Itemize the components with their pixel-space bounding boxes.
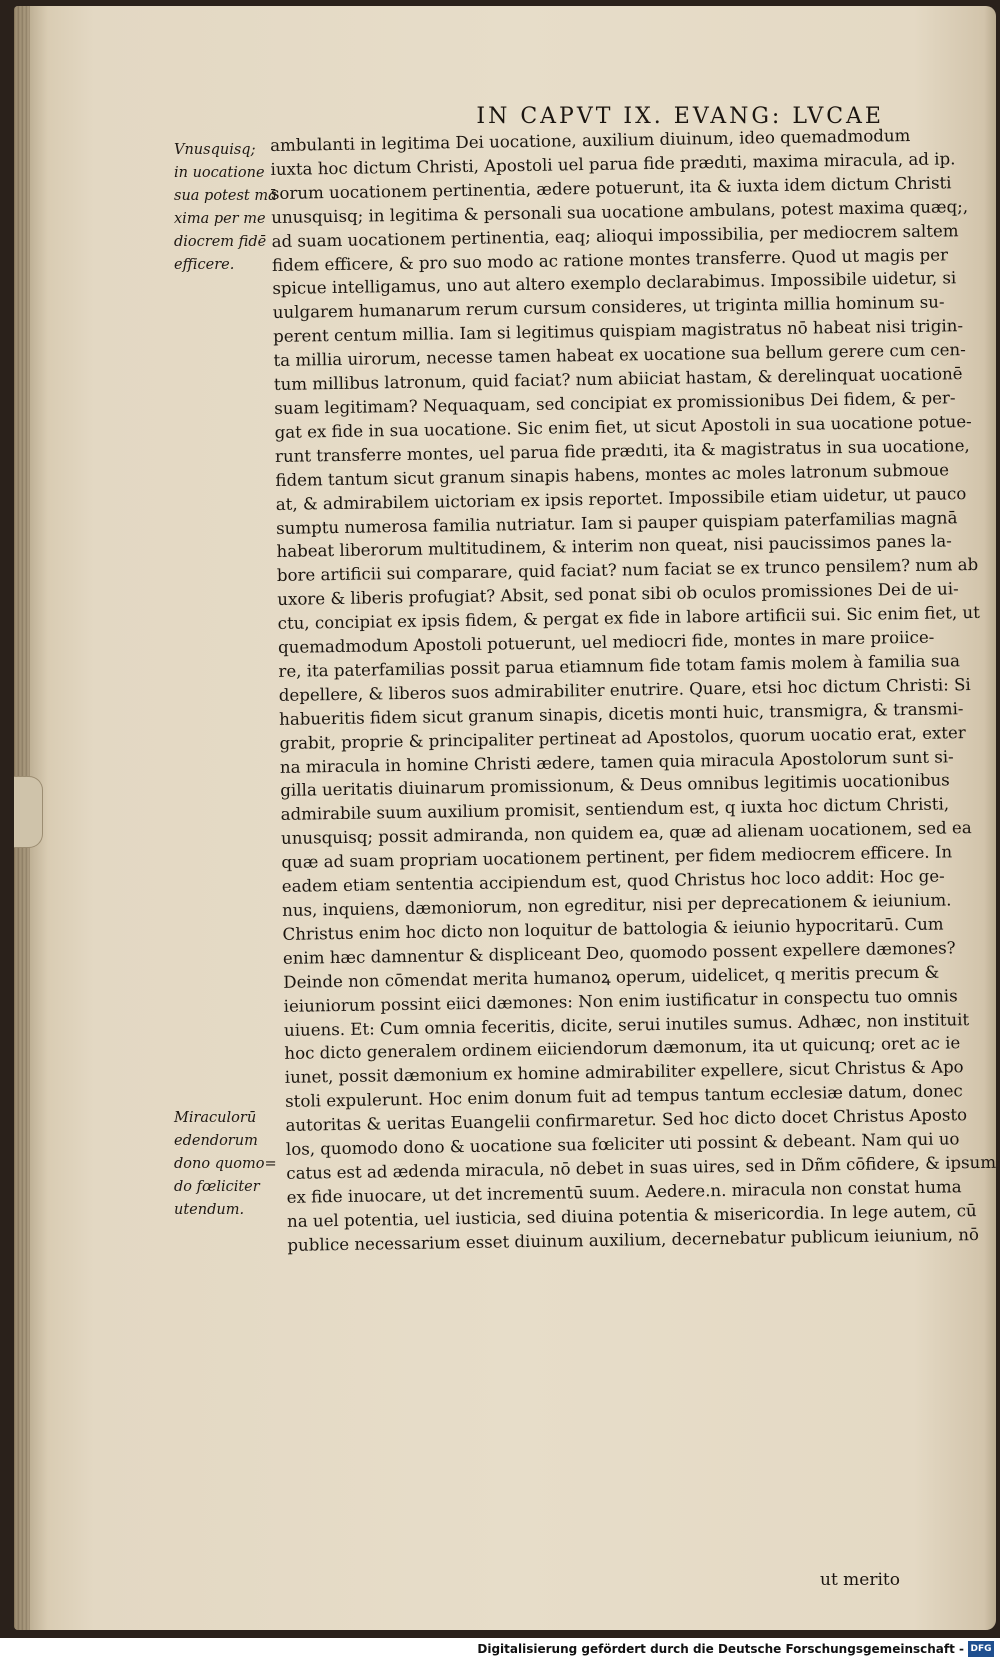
text-line: unusquisq; possit admiranda, non quidem ea, quæ ad alienam uocationem, sed ea: [280, 818, 972, 849]
text-line: hoc dicto generalem ordinem eiiciendorum dæmonum, ita ut quicunq; oret ac ie: [284, 1033, 961, 1064]
text-line: quæ ad suam propriam uocationem pertinent, per fidem mediocrem efficere. In: [281, 842, 953, 873]
text-line: sorum uocationem pertinentia, ædere potuerunt, ita & iuxta idem dictum Christi: [270, 173, 952, 203]
text-line: ta millia uirorum, necesse tamen habeat ex uocatione sua bellum gerere cum cen-: [273, 340, 966, 371]
text-line: runt transferre montes, uel parua fide prædıti, ita & magistratus in sua uocatione,: [274, 435, 970, 466]
text-line: uxore & liberis profugiat? Absit, sed ponat sibi ob oculos promissiones Dei de ui-: [277, 579, 959, 610]
marginal-note: [174, 139, 277, 277]
text-line: eadem etiam sententia accipiendum est, quod Christus hoc loco addit: Hoc ge-: [281, 866, 945, 896]
text-line: Christus enim hoc dicto non loquitur de battologia & ieiunio hypocritarū. Cum: [282, 914, 944, 944]
marginal-note-line: dono quomo=: [174, 1156, 277, 1172]
text-line: bore artificii sui comparare, quid faciat? num faciat se ex trunco pensilem? num ab: [276, 555, 979, 586]
text-line: re, ita paterfamilias possit parua etiamnum fide totam famis molem à familia sua: [278, 651, 961, 681]
marginal-note-line: Miraculorū: [174, 1110, 257, 1126]
text-line: los, quomodo dono & uocatione sua fœliciter uti possint & debeant. Nam qui uo: [285, 1129, 960, 1159]
text-line: gilla ueritatis diuinarum promissionum, & Deus omnibus legitimis uocationibus: [280, 770, 950, 801]
funding-credit: Digitalisierung gefördert durch die Deutsche Forschungsgemeinschaft -: [477, 1642, 964, 1656]
marginal-note-line: edendorum: [174, 1133, 258, 1149]
text-line: Deinde non cōmendat merita humanoꝝ operum, uidelicet, q meritis precum &: [283, 962, 940, 992]
marginal-note-line: sua potest mā: [174, 188, 277, 204]
marginal-note-line: do fœliciter: [174, 1179, 260, 1195]
text-line: na miracula in homine Christi ædere, tamen quia miracula Apostolorum sunt si-: [279, 746, 954, 777]
text-line: at, & admirabilem uictoriam ex ipsis reportet. Impossibile etiam uidetur, ut pauco: [275, 483, 967, 514]
text-line: quemadmodum Apostoli potuerunt, uel mediocri fide, montes in mare proiice-: [277, 627, 935, 657]
text-line: tum millibus latronum, quid faciat? num abiiciat hastam, & derelinquat uocationē: [273, 364, 963, 395]
marginal-note-line: efficere.: [174, 257, 235, 273]
text-line: spicue intelligamus, uno aut altero exemplo declarabimus. Impossibile uidetur, si: [272, 268, 957, 299]
text-line: perent centum millia. Iam si legitimus quispiam magistratus nō habeat nisi trigin-: [273, 316, 964, 347]
marginal-note-line: xima per me: [174, 211, 266, 227]
text-line: ex fide inuocare, ut det incrementū suum. Aedere.n. miracula non constat huma: [286, 1177, 962, 1207]
marginal-note-line: utendum.: [174, 1202, 245, 1218]
text-line: publice necessarium esset diuinum auxilium, decernebatur publicum ieiunium, nō: [287, 1224, 980, 1255]
text-line: ambulanti in legitima Dei uocatione, auxilium diuinum, ideo quemadmodum: [270, 125, 911, 155]
text-line: iunet, possit dæmonium ex homine admirabiliter expellere, sicut Christus & Apo: [284, 1057, 964, 1088]
text-line: sumptu numerosa familia nutriatur. Iam si pauper quispiam paterfamilias magnā: [276, 507, 958, 538]
marginal-note-line: Vnusquisq;: [174, 142, 256, 158]
text-line: fidem efficere, & pro suo modo ac ratione montes transferre. Quod ut magis per: [271, 244, 949, 275]
running-title: IN CAPVT IX. EVANG: LVCAE: [476, 104, 884, 129]
text-line: ctu, concipiat ex ipsis fidem, & pergat ex fide in labore artificii sui. Sic enim fiet, ut: [277, 603, 980, 634]
text-line: stoli expulerunt. Hoc enim donum fuit ad tempus tantum ecclesiæ datum, donec: [285, 1081, 963, 1112]
text-line: catus est ad ædenda miracula, nō debet in suas uires, sed in Dñm cōfidere, & ipsum: [286, 1152, 997, 1183]
text-line: fidem tantum sicut granum sinapis habens, montes ac moles latronum submoue: [275, 460, 950, 490]
text-line: gat ex fide in sua uocatione. Sic enim fiet, ut sicut Apostoli in sua uocatione potue-: [274, 411, 972, 442]
marginal-note-line: diocrem fidē: [174, 234, 267, 250]
text-line: ad suam uocationem pertinentia, eaq; alioqui impossibilia, per mediocrem saltem: [271, 220, 959, 251]
dfg-logo-icon: DFG: [968, 1641, 994, 1657]
text-line: grabit, proprie & principaliter pertineat ad Apostolos, quorum uocatio erat, exter: [279, 722, 966, 753]
text-line: depellere, & liberos suos admirabiliter enutrire. Quare, etsi hoc dictum Christi: Si: [278, 674, 971, 705]
page-clip-mark: [14, 776, 43, 848]
text-line: ieiuniorum possint eiici dæmones: Non enim iustificatur in conspectu tuo omnis: [283, 985, 958, 1016]
catchword: ut merito: [820, 1570, 900, 1590]
text-line: unusquisq; in legitima & personali sua uocatione ambulans, potest maxima quæq;,: [271, 196, 969, 227]
marginal-note-line: in uocatione: [174, 165, 265, 181]
footer-bar: [0, 1638, 1000, 1663]
text-line: habeat liberorum multitudinem, & interim non queat, nisi paucissimos panes la-: [276, 531, 952, 562]
body-text: [270, 124, 997, 1257]
text-line: uulgarem humanarum rerum cursum consideres, ut triginta millia hominum su-: [272, 292, 945, 323]
text-line: suam legitimam? Nequaquam, sed concipiat ex promissionibus Dei fidem, & per-: [274, 388, 956, 418]
text-line: habueritis fidem sicut granum sinapis, dicetis monti huic, transmigra, & transmi-: [279, 698, 964, 729]
text-line: admirabile suum auxilium promisit, sentiendum est, q iuxta hoc dictum Christi,: [280, 794, 950, 825]
text-line: na uel potentia, uel iusticia, sed diuina potentia & misericordia. In lege autem, cū: [286, 1200, 977, 1231]
text-line: autoritas & ueritas Euangelii confirmaretur. Sed hoc dicto docet Christus Aposto: [285, 1105, 968, 1136]
text-line: iuxta hoc dictum Christi, Apostoli uel parua fide prædıti, maxima miracula, ad ip.: [270, 149, 956, 179]
text-line: uiuens. Et: Cum omnia feceritis, dicite, serui inutiles sumus. Adhæc, non instituit: [283, 1009, 970, 1040]
text-line: nus, inquiens, dæmoniorum, non egreditur, nisi per deprecationem & ieiunium.: [282, 890, 952, 920]
text-line: enim hæc damnentur & displiceant Deo, quomodo possent expellere dæmones?: [282, 938, 956, 968]
marginal-note: [174, 1107, 277, 1222]
